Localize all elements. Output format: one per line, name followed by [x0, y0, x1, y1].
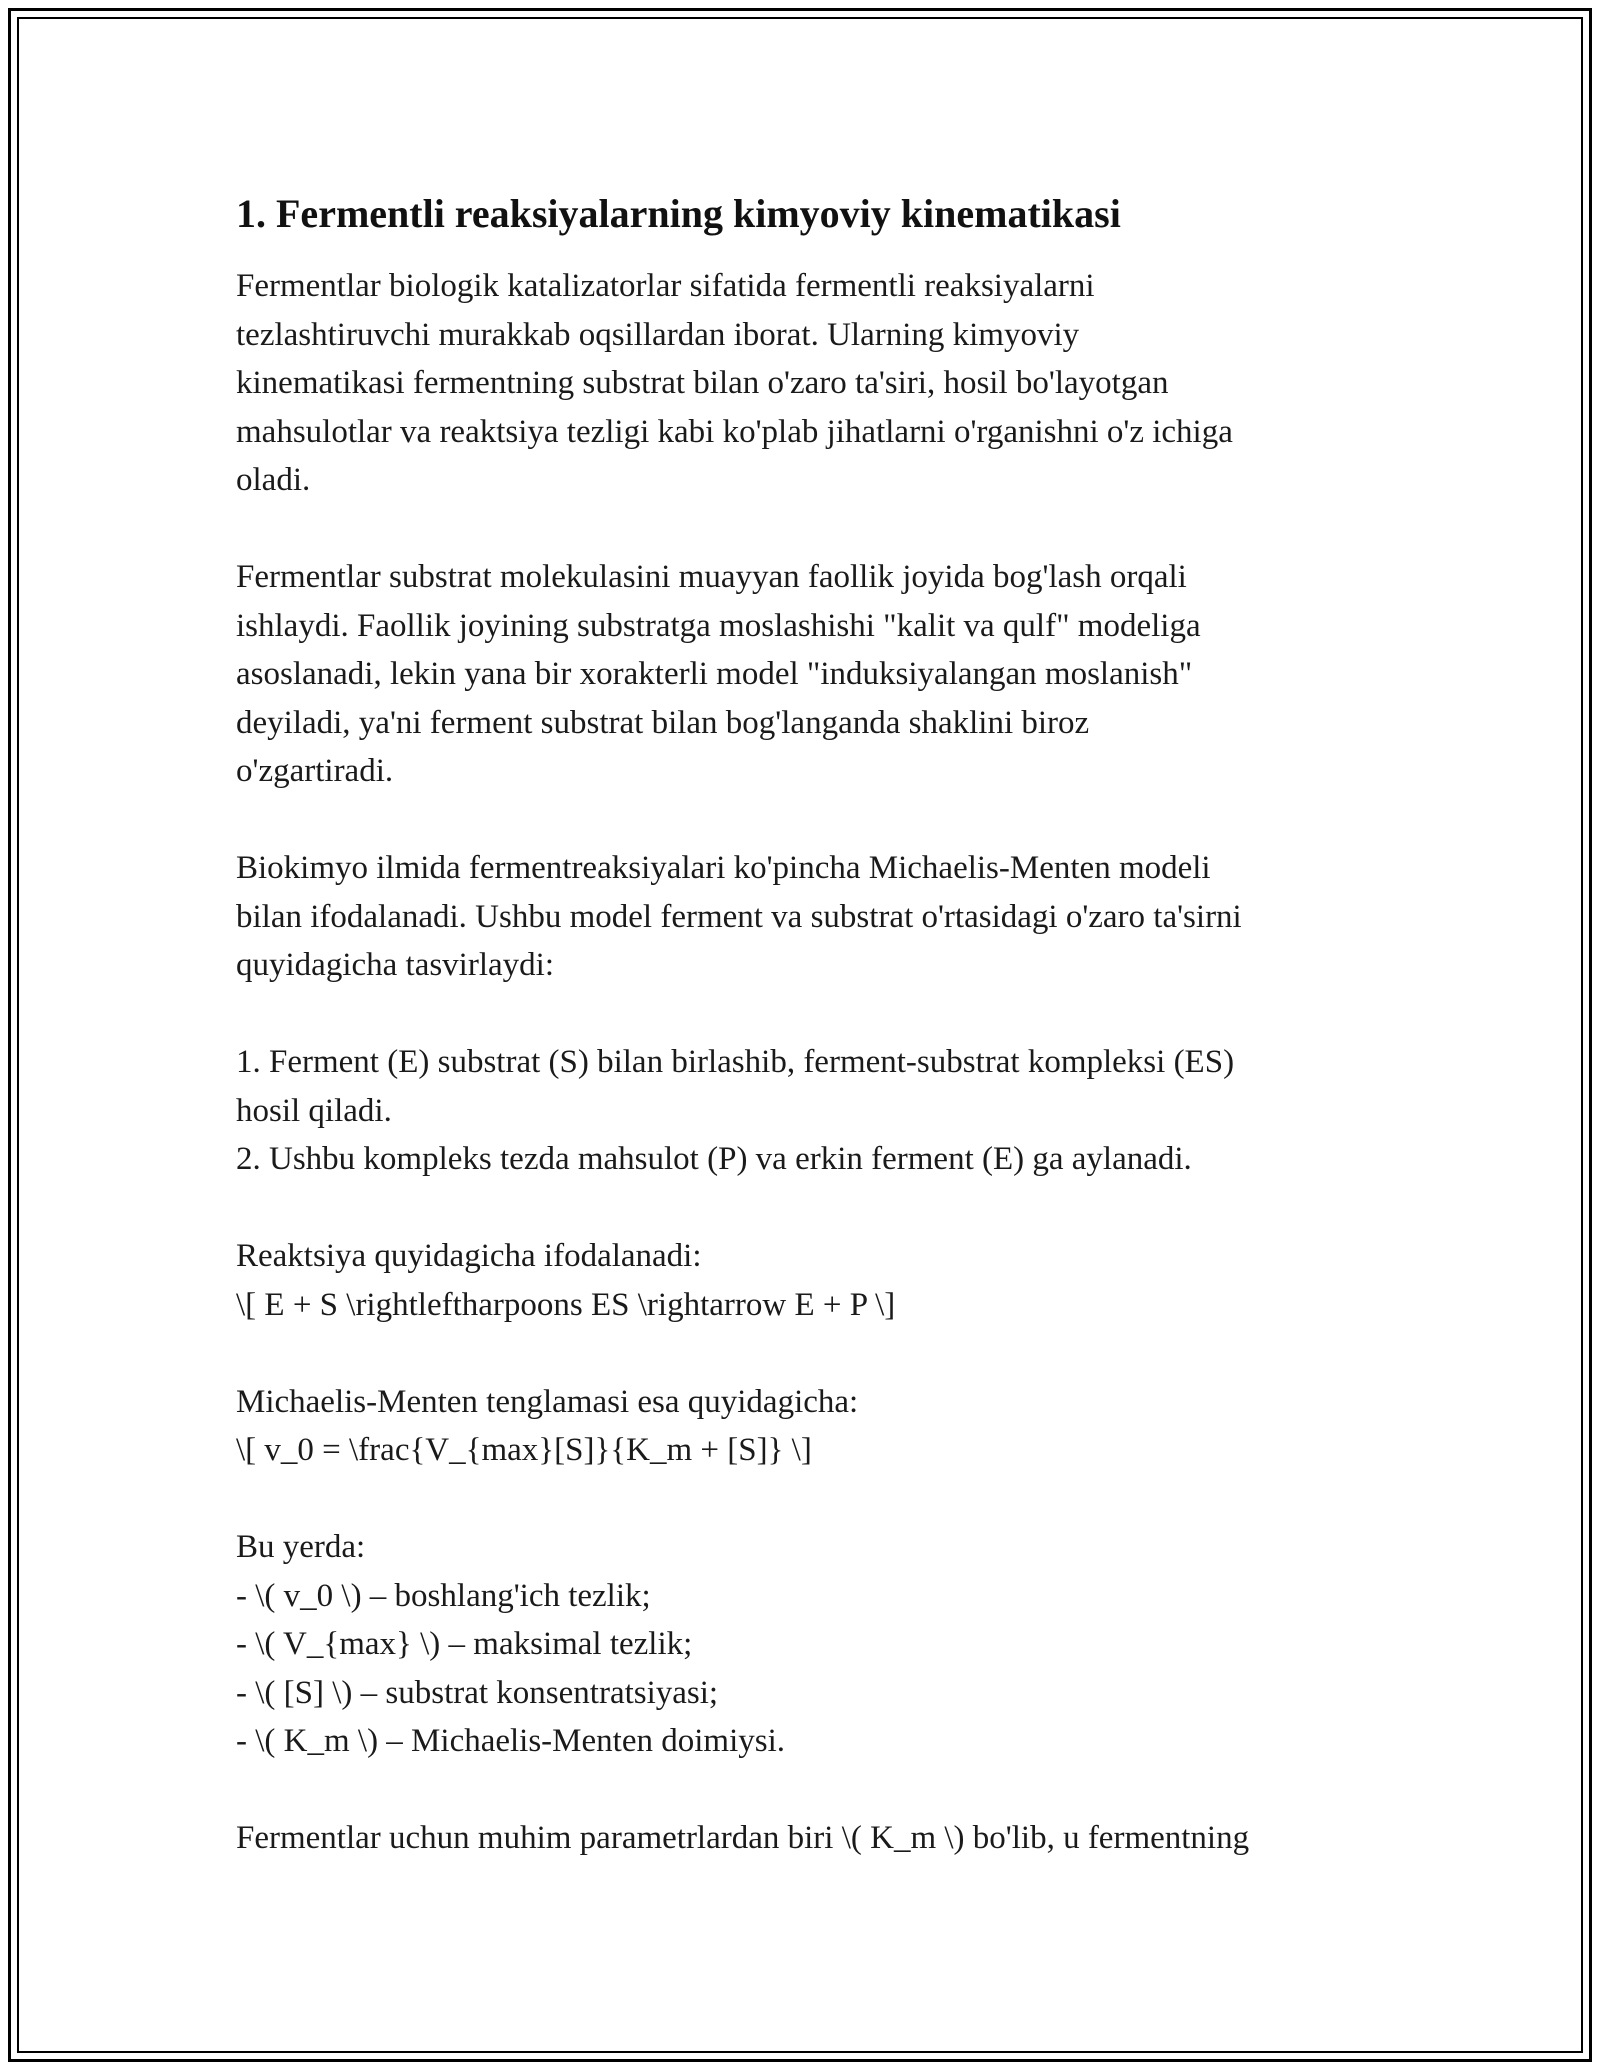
paragraph-container [236, 262, 1366, 1863]
text-line: Biokimyo ilmida fermentreaksiyalari ko'pincha Michaelis-Menten modeli [236, 850, 1211, 886]
text-line: mahsulotlar va reaktsiya tezligi kabi ko'plab jihatlarni o'rganishni o'z ichiga [236, 413, 1233, 450]
paragraph [236, 1232, 1366, 1329]
text-line: 2. Ushbu kompleks tezda mahsulot (P) va erkin ferment (E) ga aylanadi. [236, 1141, 1192, 1177]
text-line: quyidagicha tasvirlaydi: [236, 947, 554, 983]
paragraph [236, 1814, 1366, 1863]
text-line: Michaelis-Menten tenglamasi esa quyidagicha: [236, 1383, 859, 1420]
text-line: kinematikasi fermentning substrat bilan o'zaro ta'siri, hosil bo'layotgan [236, 365, 1169, 401]
text-line: \[ v_0 = \frac{V_{max}[S]}{K_m + [S]} \] [236, 1432, 812, 1468]
text-line: - \( v_0 \) – boshlang'ich tezlik; [236, 1577, 651, 1614]
text-line: hosil qiladi. [236, 1092, 392, 1129]
text-line: bilan ifodalanadi. Ushbu model ferment va substrat o'rtasidagi o'zaro ta'sirni [236, 898, 1242, 935]
paragraph [236, 1523, 1366, 1766]
paragraph [236, 1378, 1366, 1475]
text-line: ishlaydi. Faollik joyining substratga moslashishi "kalit va qulf" modeliga [236, 607, 1201, 644]
paragraph [236, 553, 1366, 796]
text-line: Fermentlar biologik katalizatorlar sifatida fermentli reaksiyalarni [236, 268, 1095, 304]
paragraph [236, 844, 1366, 990]
text-line: deyiladi, ya'ni ferment substrat bilan bog'langanda shaklini biroz [236, 704, 1090, 741]
text-line: - \( K_m \) – Michaelis-Menten doimiysi. [236, 1723, 785, 1759]
paragraph [236, 1038, 1366, 1184]
text-line: - \( [S] \) – substrat konsentratsiyasi; [236, 1674, 719, 1711]
paragraph [236, 262, 1366, 505]
text-line: 1. Ferment (E) substrat (S) bilan birlashib, ferment-substrat kompleksi (ES) [236, 1044, 1235, 1080]
section-heading: 1. Fermentli reaksiyalarning kimyoviy kinematikasi [236, 191, 1121, 236]
text-line: oladi. [236, 462, 311, 498]
text-line: o'zgartiradi. [236, 753, 394, 789]
text-line: Fermentlar substrat molekulasini muayyan faollik joyida bog'lash orqali [236, 559, 1187, 595]
text-line: Reaktsiya quyidagicha ifodalanadi: [236, 1238, 702, 1274]
text-line: - \( V_{max} \) – maksimal tezlik; [236, 1626, 693, 1662]
text-line: tezlashtiruvchi murakkab oqsillardan iborat. Ularning kimyoviy [236, 316, 1080, 353]
document-content [236, 186, 1366, 1911]
text-line: Bu yerda: [236, 1529, 366, 1565]
text-line: asoslanadi, lekin yana bir xorakterli model "induksiyalangan moslanish" [236, 656, 1193, 692]
text-line: \[ E + S \rightleftharpoons ES \rightarrow E + P \] [236, 1286, 896, 1323]
text-line: Fermentlar uchun muhim parametrlardan biri \( K_m \) bo'lib, u fermentning [236, 1820, 1250, 1856]
